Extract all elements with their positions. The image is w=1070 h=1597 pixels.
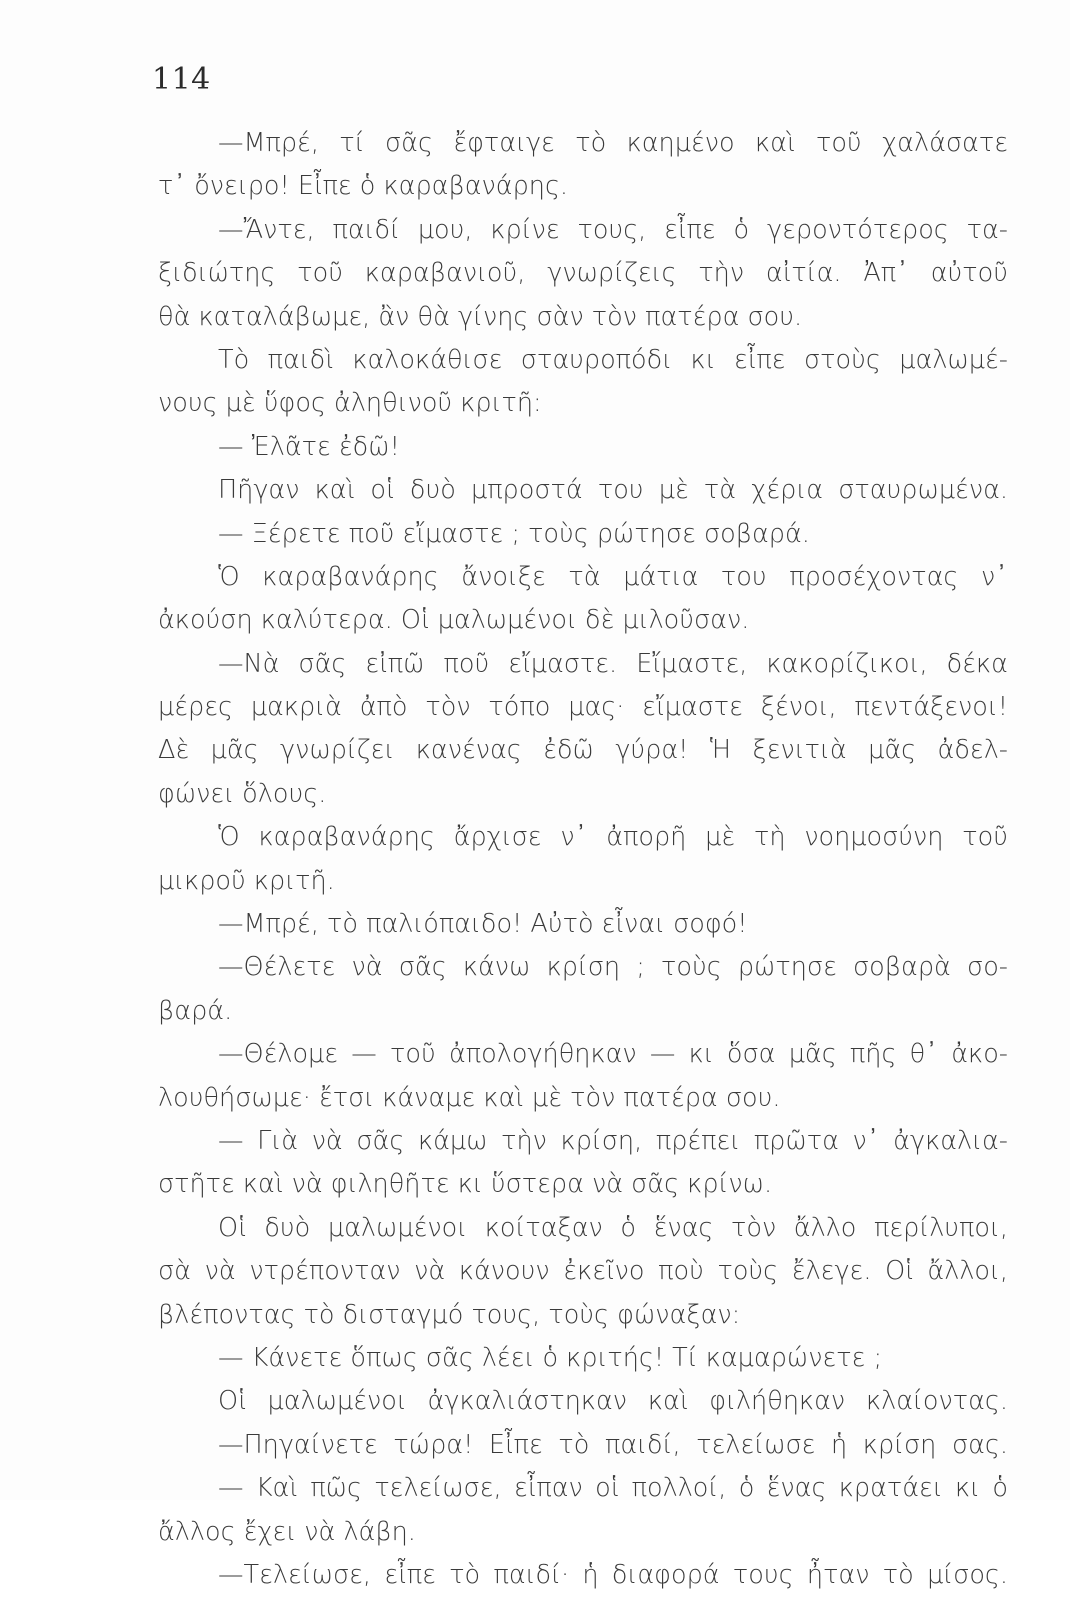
text-line: —Μπρέ, τί σᾶς ἔφταιγε τὸ καημένο καὶ τοῦ χαλάσατε: [218, 128, 1008, 158]
text-line: σὰ νὰ ντρέπονταν νὰ κάνουν ἐκεῖνο ποὺ τοὺς ἔλεγε. Οἱ ἄλλοι,: [158, 1256, 1008, 1287]
page-number: 114: [152, 62, 211, 97]
text-line: Οἱ μαλωμένοι ἀγκαλιάστηκαν καὶ φιλήθηκαν κλαίοντας.: [218, 1386, 1008, 1417]
text-line: μικροῦ κριτῆ.: [158, 865, 335, 896]
text-line: ἄλλος ἔχει νὰ λάβη.: [158, 1516, 416, 1547]
body-text: [158, 122, 1008, 1597]
text-line: φώνει ὅλους.: [158, 778, 327, 809]
text-line: Τὸ παιδὶ καλοκάθισε σταυροπόδι κι εἶπε στοὺς μαλωμέ-: [218, 344, 1008, 375]
text-line: ἀκούση καλύτερα. Οἱ μαλωμένοι δὲ μιλοῦσαν.: [158, 605, 750, 636]
text-line: βλέποντας τὸ δισταγμό τους, τοὺς φώναξαν:: [158, 1299, 741, 1330]
text-line: — Γιὰ νὰ σᾶς κάμω τὴν κρίση, πρέπει πρῶτα ν᾽ ἀγκαλια-: [218, 1125, 1008, 1156]
text-line: —Μπρέ, τὸ παλιόπαιδο! Αὐτὸ εἶναι σοφό!: [218, 909, 748, 940]
text-line: — Ξέρετε ποῦ εἴμαστε ; τοὺς ρώτησε σοβαρά.: [218, 518, 810, 549]
text-line: Οἱ δυὸ μαλωμένοι κοίταξαν ὁ ἕνας τὸν ἄλλο περίλυποι,: [218, 1212, 1008, 1243]
text-line: —Θέλετε νὰ σᾶς κάνω κρίση ; τοὺς ρώτησε σοβαρὰ σο-: [218, 952, 1008, 983]
text-line: — Ἐλᾶτε ἐδῶ!: [218, 431, 400, 462]
text-line: Πῆγαν καὶ οἱ δυὸ μπροστά του μὲ τὰ χέρια σταυρωμένα.: [218, 475, 1008, 506]
text-line: Ὁ καραβανάρης ἄνοιξε τὰ μάτια του προσέχοντας ν᾽: [218, 561, 1008, 592]
text-line: στῆτε καὶ νὰ φιληθῆτε κι ὕστερα νὰ σᾶς κρίνω.: [158, 1169, 773, 1200]
text-line: —Τελείωσε, εἶπε τὸ παιδί· ἡ διαφορά τους ἦταν τὸ μίσος.: [218, 1559, 1008, 1590]
text-line: μέρες μακριὰ ἀπὸ τὸν τόπο μας· εἴμαστε ξένοι, πεντάξενοι!: [158, 692, 1008, 723]
text-line: —Πηγαίνετε τώρα! Εἶπε τὸ παιδί, τελείωσε ἡ κρίση σας.: [218, 1429, 1008, 1460]
text-line: —Ἄντε, παιδί μου, κρίνε τους, εἶπε ὁ γεροντότερος τα-: [218, 214, 1008, 245]
text-line: — Κάνετε ὅπως σᾶς λέει ὁ κριτής! Τί καμαρώνετε ;: [218, 1342, 883, 1373]
text-line: νους μὲ ὕφος ἀληθινοῦ κριτῆ:: [158, 388, 542, 419]
text-line: λουθήσωμε· ἔτσι κάναμε καὶ μὲ τὸν πατέρα σου.: [158, 1082, 781, 1113]
text-line: —Θέλομε — τοῦ ἀπολογήθηκαν — κι ὅσα μᾶς πῆς θ᾽ ἀκο-: [218, 1039, 1008, 1070]
text-line: τ᾽ ὄνειρο! Εἶπε ὁ καραβανάρης.: [158, 171, 569, 202]
text-line: — Καὶ πῶς τελείωσε, εἶπαν οἱ πολλοί, ὁ ἕνας κρατάει κι ὁ: [218, 1473, 1008, 1504]
text-line: ξιδιώτης τοῦ καραβανιοῦ, γνωρίζεις τὴν αἰτία. Ἀπ᾽ αὐτοῦ: [158, 258, 1008, 289]
text-line: Ὁ καραβανάρης ἄρχισε ν᾽ ἀπορῆ μὲ τὴ νοημοσύνη τοῦ: [218, 822, 1008, 853]
text-line: —Νὰ σᾶς εἰπῶ ποῦ εἴμαστε. Εἴμαστε, κακορίζικοι, δέκα: [218, 648, 1008, 679]
text-line: θὰ καταλάβωμε, ἂν θὰ γίνης σὰν τὸν πατέρα σου.: [158, 301, 803, 332]
text-line: Δὲ μᾶς γνωρίζει κανένας ἐδῶ γύρα! Ἡ ξενιτιὰ μᾶς ἀδελ-: [158, 735, 1008, 766]
text-line: βαρά.: [158, 995, 233, 1026]
